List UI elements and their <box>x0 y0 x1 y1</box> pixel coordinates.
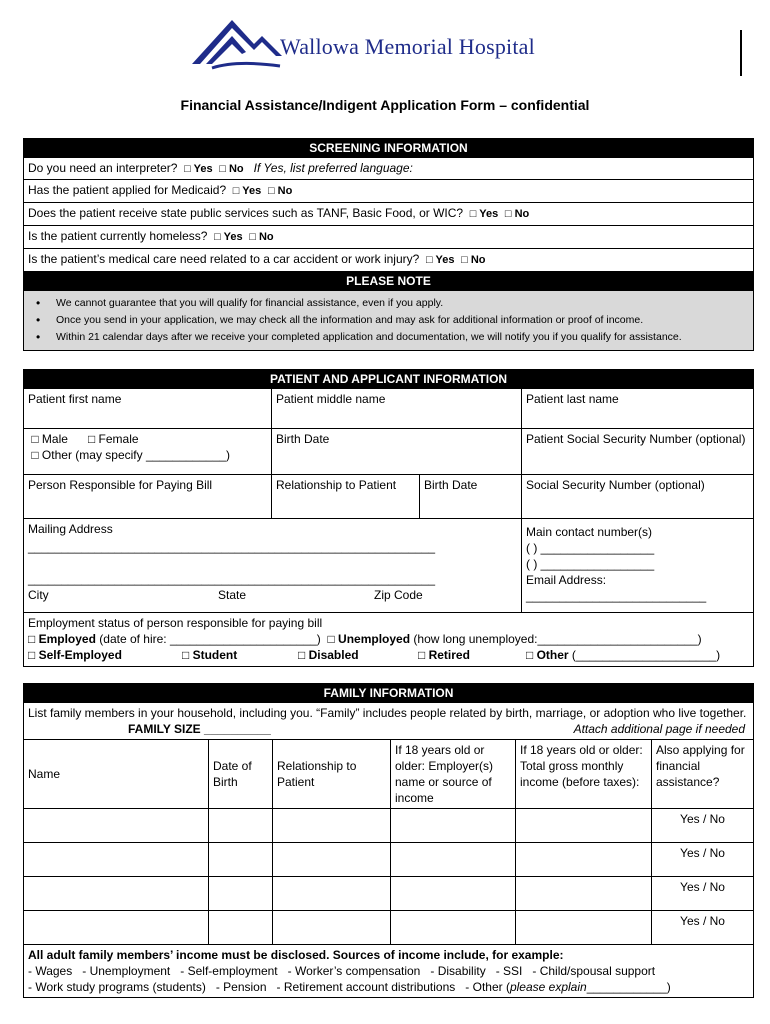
male-checkbox[interactable]: □ Male <box>31 432 68 446</box>
self-employed-checkbox[interactable]: □ Self-Employed <box>28 648 122 662</box>
col-name: Name <box>24 739 209 808</box>
family-heading: FAMILY INFORMATION <box>24 684 754 703</box>
interpreter-no[interactable]: □ No <box>219 163 244 175</box>
screening-heading: SCREENING INFORMATION <box>24 139 754 158</box>
other-gender-checkbox[interactable]: □ Other (may specify ____________) <box>31 448 231 462</box>
note-box <box>24 291 754 351</box>
yes-no-option[interactable]: Yes / No <box>652 808 754 842</box>
gender-field <box>24 429 272 475</box>
col-relationship: Relationship to Patient <box>273 739 391 808</box>
other-employment-checkbox[interactable]: □ Other <box>526 648 569 662</box>
address-line: _____________________________________________________________ <box>28 540 436 554</box>
unemployed-checkbox[interactable]: □ Unemployed <box>327 632 411 646</box>
income-line: - Work study programs (students) - Pension - Retirement account distributions - Other (please explain____________) <box>28 979 671 994</box>
interpreter-row: Do you need an interpreter? □ Yes □ No If Yes, list preferred language: <box>24 158 754 180</box>
mountain-logo-icon <box>192 16 282 72</box>
disabled-checkbox[interactable]: □ Disabled <box>298 648 359 662</box>
middle-name-field[interactable]: Patient middle name <box>272 389 522 429</box>
hospital-name: Wallowa Memorial Hospital <box>280 34 535 59</box>
yes-no-option[interactable]: Yes / No <box>652 910 754 944</box>
phone-line: ( ) _________________ <box>526 557 655 571</box>
note-item: • Once you send in your application, we may check all the information and may ask for additional information or proof of income. <box>34 312 749 329</box>
address-line: _____________________________________________________________ <box>28 572 436 586</box>
services-row: Does the patient receive state public services such as TANF, Basic Food, or WIC? □ Yes □ No <box>24 203 754 226</box>
col-dob: Date of Birth <box>209 739 273 808</box>
responsible-ssn-field[interactable]: Social Security Number (optional) <box>522 475 754 519</box>
contact-field[interactable]: Main contact number(s) ( ) _________________ ( ) _________________ Email Address: ___________________________ <box>522 519 754 613</box>
accident-yes[interactable]: □ Yes <box>426 254 455 266</box>
note-heading: PLEASE NOTE <box>24 272 754 291</box>
attach-note: Attach additional page if needed <box>573 722 746 736</box>
homeless-row: Is the patient currently homeless? □ Yes □ No <box>24 226 754 249</box>
employed-checkbox[interactable]: □ Employed <box>28 632 96 646</box>
family-size-field[interactable]: FAMILY SIZE __________ <box>128 722 271 736</box>
interpreter-yes[interactable]: □ Yes <box>184 163 213 175</box>
mailing-address-field[interactable]: Mailing Address _____________________________________________________________ _____________________________________________________________ City State Zip Code <box>24 519 522 613</box>
last-name-field[interactable]: Patient last name <box>522 389 754 429</box>
zip-label: Zip Code <box>374 588 423 602</box>
page-header <box>0 0 770 85</box>
patient-heading: PATIENT AND APPLICANT INFORMATION <box>24 370 754 389</box>
email-line: ___________________________ <box>526 589 707 603</box>
family-table <box>23 683 754 998</box>
medicaid-row: Has the patient applied for Medicaid? □ Yes □ No <box>24 180 754 203</box>
note-item: • Within 21 calendar days after we receive your completed application and documentation, we will notify you if you qualify for assistance. <box>34 329 749 346</box>
yes-no-option[interactable]: Yes / No <box>652 842 754 876</box>
retired-checkbox[interactable]: □ Retired <box>418 648 470 662</box>
phone-line: ( ) _________________ <box>526 541 655 555</box>
note-item: • We cannot guarantee that you will qualify for financial assistance, even if you apply. <box>34 295 749 312</box>
screening-table <box>23 138 754 351</box>
income-line: - Wages - Unemployment - Self-employment - Worker’s compensation - Disability - SSI - Child/spousal support <box>28 963 656 978</box>
table-row <box>24 910 754 944</box>
responsible-field[interactable]: Person Responsible for Paying Bill <box>24 475 272 519</box>
income-heading: All adult family members’ income must be disclosed. Sources of income include, for example: <box>28 947 564 962</box>
col-applying: Also applying for financial assistance? <box>652 739 754 808</box>
services-yes[interactable]: □ Yes <box>469 208 499 220</box>
services-no[interactable]: □ No <box>504 208 530 220</box>
accident-row: Is the patient’s medical care need related to a car accident or work injury? □ Yes □ No <box>24 249 754 272</box>
medicaid-yes[interactable]: □ Yes <box>232 185 262 197</box>
language-label: If Yes, list preferred language: <box>253 161 413 175</box>
email-label: Email Address: <box>526 573 607 587</box>
table-row <box>24 842 754 876</box>
female-checkbox[interactable]: □ Female <box>87 432 139 446</box>
responsible-birth-date-field[interactable]: Birth Date <box>420 475 522 519</box>
table-row <box>24 808 754 842</box>
homeless-yes[interactable]: □ Yes <box>214 231 243 243</box>
city-label: City <box>28 588 49 602</box>
state-label: State <box>218 588 247 602</box>
birth-date-field[interactable]: Birth Date <box>272 429 522 475</box>
student-checkbox[interactable]: □ Student <box>182 648 238 662</box>
yes-no-option[interactable]: Yes / No <box>652 876 754 910</box>
patient-ssn-field[interactable]: Patient Social Security Number (optional) <box>522 429 754 475</box>
family-intro: List family members in your household, including you. “Family” includes people related by birth, marriage, or adoption who live together. <box>24 703 754 722</box>
relationship-field[interactable]: Relationship to Patient <box>272 475 420 519</box>
first-name-field[interactable]: Patient first name <box>24 389 272 429</box>
col-employer: If 18 years old or older: Employer(s) name or source of income <box>391 739 516 808</box>
col-income: If 18 years old or older: Total gross monthly income (before taxes): <box>516 739 652 808</box>
employment-field: Employment status of person responsible for paying bill □ Employed (date of hire: ______________________) □ Unemployed (how long unemployed:________________________) □ Self-Employed □ Student □ Disabled □ Retired □ Other (_____________________) <box>24 613 754 667</box>
corner-bar <box>740 30 742 76</box>
income-sources <box>24 944 754 997</box>
accident-no[interactable]: □ No <box>461 254 486 266</box>
homeless-no[interactable]: □ No <box>249 231 274 243</box>
form-title: Financial Assistance/Indigent Application Form – confidential <box>180 97 590 113</box>
patient-table <box>23 369 754 667</box>
medicaid-no[interactable]: □ No <box>267 185 293 197</box>
table-row <box>24 876 754 910</box>
